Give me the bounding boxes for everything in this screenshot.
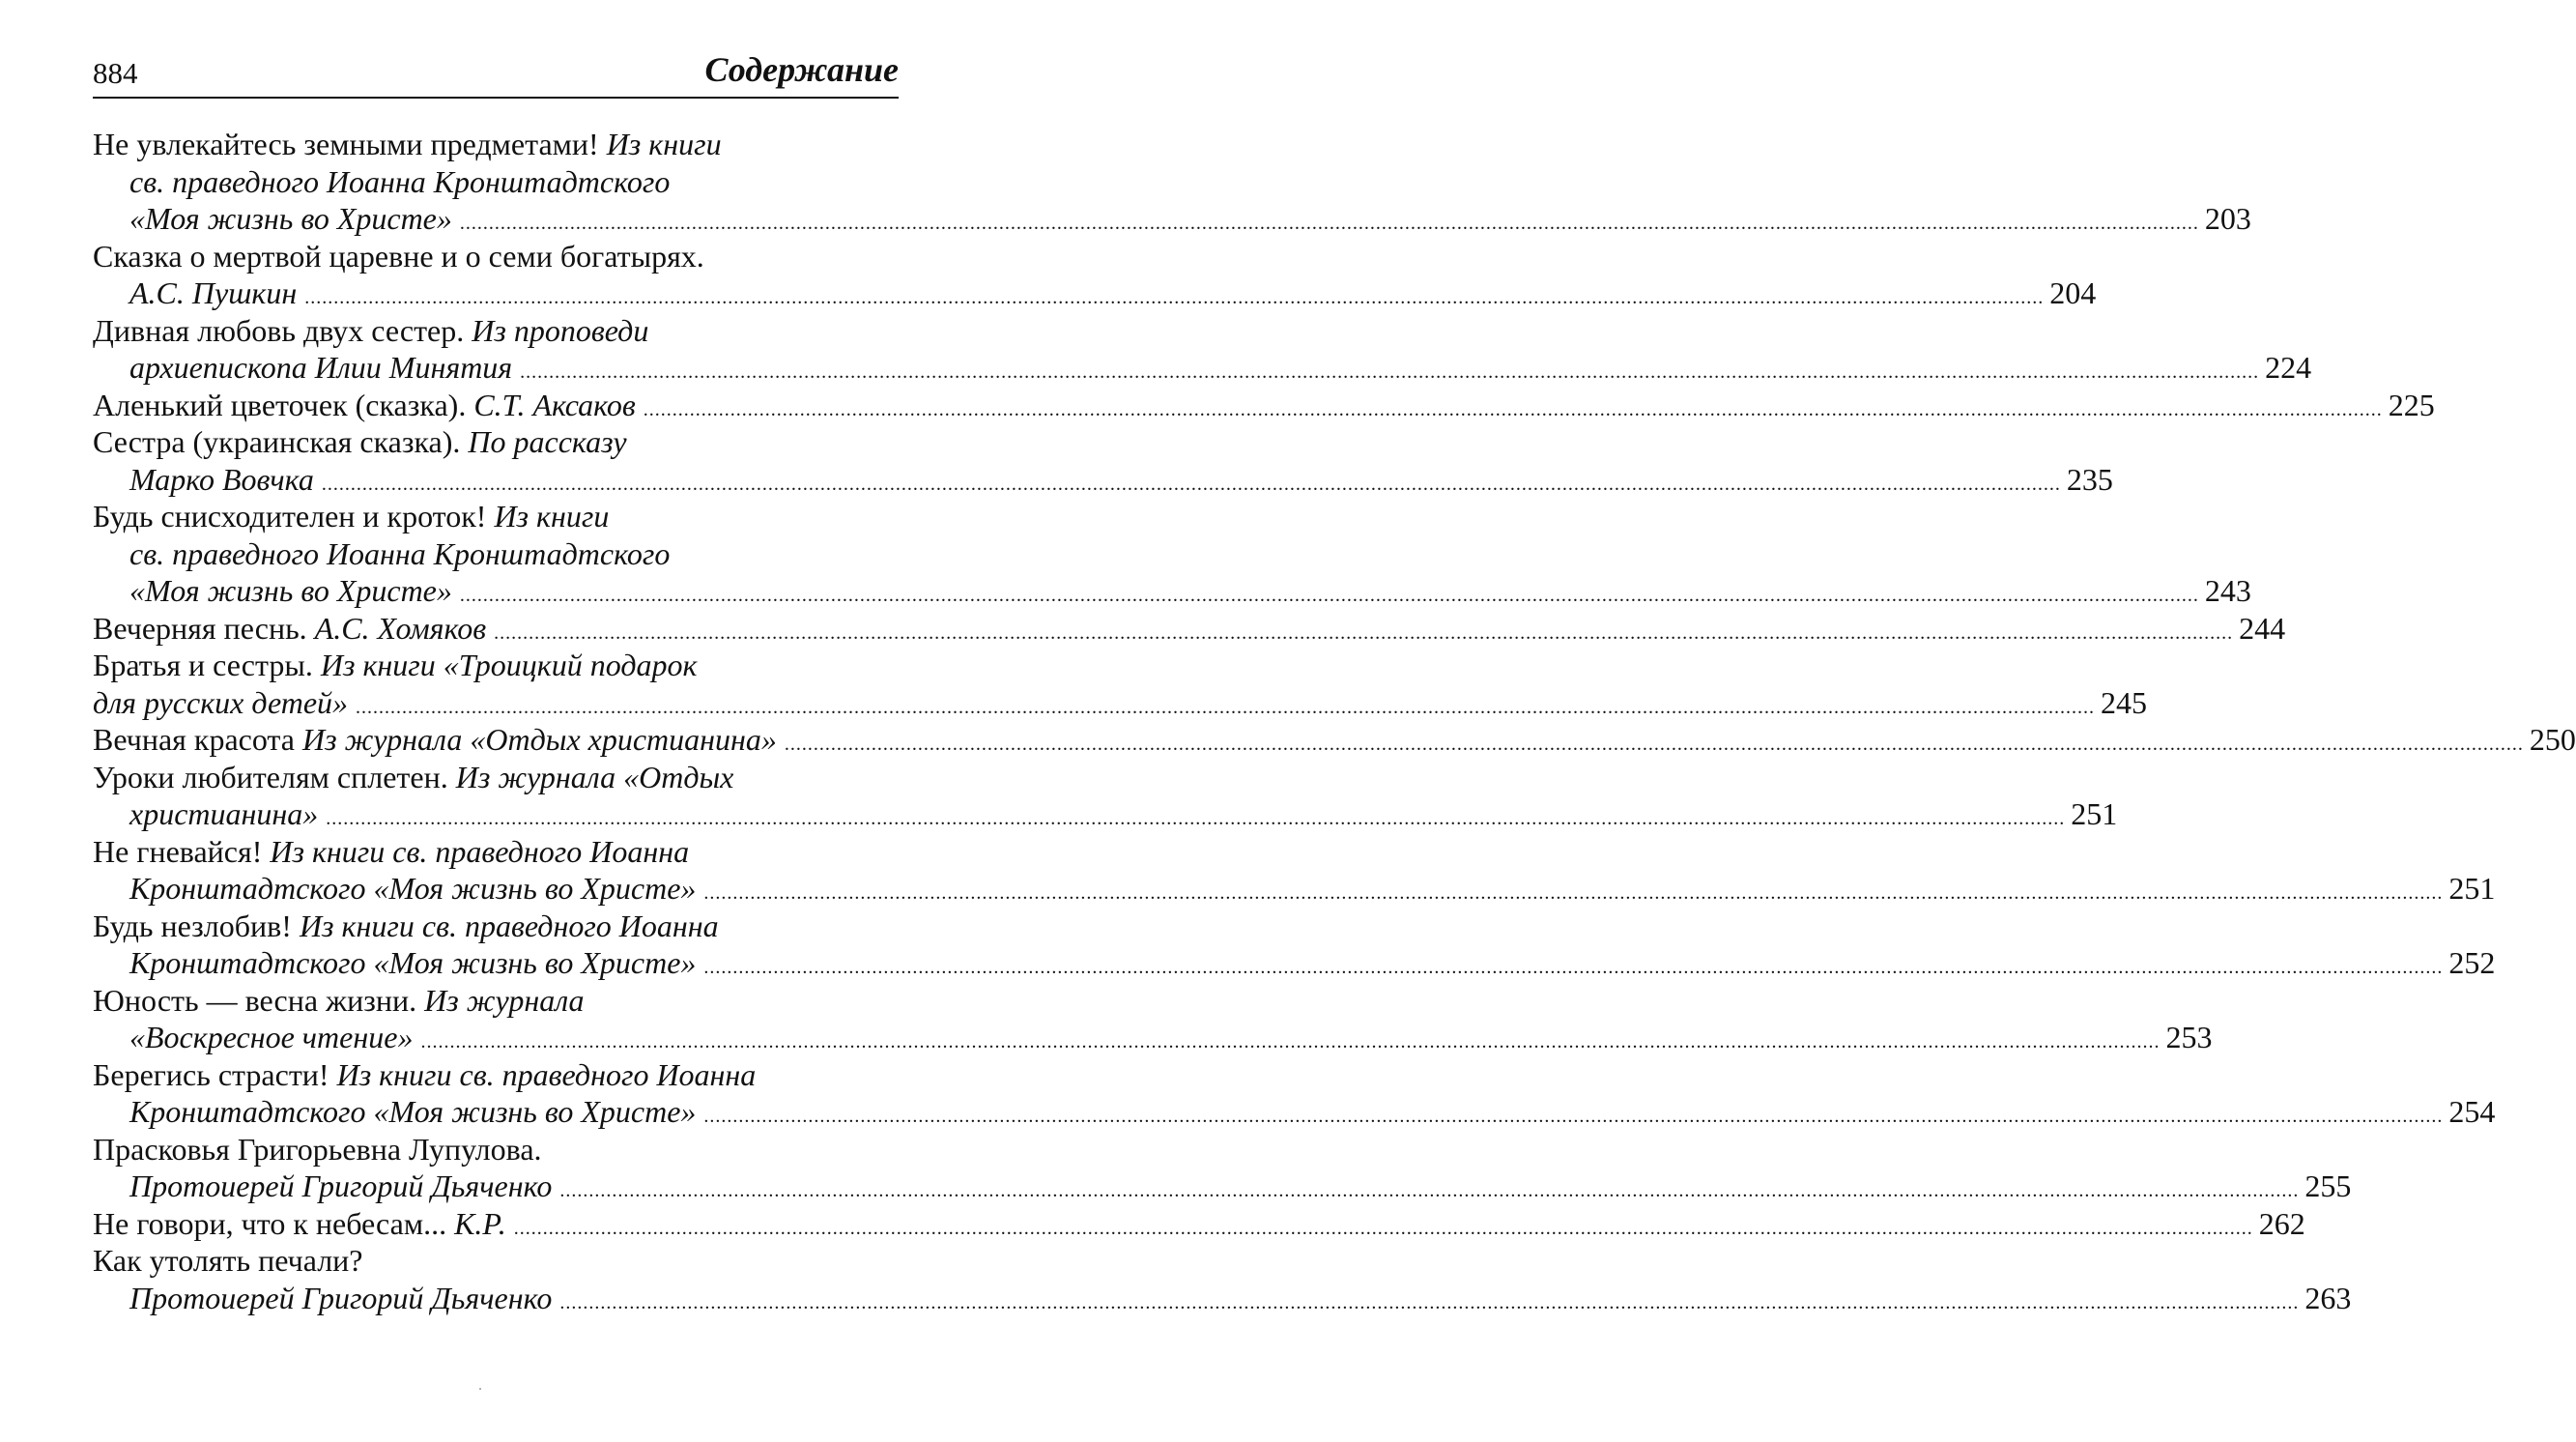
toc-page-number: 253 — [2165, 1020, 2213, 1054]
toc-entry-source: св. праведного Иоанна Кронштадтского — [129, 163, 671, 199]
toc-page-number: 243 — [2204, 573, 2251, 608]
toc-entry-text — [93, 834, 689, 869]
toc-page-number: 250 — [2529, 722, 2576, 757]
toc-page-number: 251 — [2071, 796, 2118, 831]
dot-leader: ............................................................................................................................................................................................................................................................................................................ — [459, 213, 2199, 234]
toc-entry-title-line — [93, 982, 893, 1020]
toc-entry-text — [129, 1280, 552, 1317]
toc-entry-text — [129, 1019, 413, 1056]
toc-entry-title: Вечная красота — [93, 722, 302, 757]
toc-entry-title: Будь незлобив! — [93, 908, 300, 943]
toc-entry-continuation-line — [93, 870, 2496, 908]
toc-entry-source: Из книги «Троицкий подарок — [320, 648, 698, 682]
toc-page-number: 203 — [2204, 201, 2251, 236]
toc-entry-title-line — [93, 1205, 2305, 1243]
dot-leader: ............................................................................................................................................................................................................................................................................................................ — [520, 361, 2260, 383]
dot-leader: ............................................................................................................................................................................................................................................................................................................ — [784, 734, 2524, 755]
dot-leader: ............................................................................................................................................................................................................................................................................................................ — [494, 621, 2234, 644]
toc-entry — [93, 312, 2312, 387]
toc-entry-title-line — [93, 721, 2576, 759]
toc-entry-title-line — [93, 387, 2435, 424]
toc-entry-continuation-line — [93, 1019, 2213, 1056]
toc-entry-title-line — [93, 126, 893, 163]
toc-entry-continuation-line — [93, 684, 2148, 722]
dot-leader: ............................................................................................................................................................................................................................................................................................................ — [459, 585, 2199, 606]
toc-entry-text — [129, 461, 314, 499]
toc-entry-continuation-line — [93, 1093, 2496, 1131]
toc-entry-source: христианина» — [129, 796, 319, 831]
toc-entry-continuation-line — [93, 461, 2113, 499]
dot-leader: ............................................................................................................................................................................................................................................................................................................ — [643, 398, 2383, 420]
toc-entry-title: Не увлекайтесь земными предметами! — [93, 127, 607, 161]
toc-entry-title: Не гневайся! — [93, 833, 271, 869]
toc-entry — [93, 126, 2251, 238]
toc-entry-title-line — [93, 908, 893, 945]
toc-entry-source: Из книги — [606, 127, 722, 161]
toc-entry-source: для русских детей» — [93, 684, 349, 720]
dot-leader: ............................................................................................................................................................................................................................................................................................................ — [356, 696, 2096, 718]
toc-entry-continuation-line — [93, 349, 2312, 387]
toc-entry-title-line — [93, 833, 893, 871]
toc-entry-text — [93, 239, 704, 274]
toc-entry-text — [93, 1205, 506, 1243]
toc-entry-title-line — [93, 647, 893, 684]
toc-entry-source: «Моя жизнь во Христе» — [129, 201, 452, 236]
toc-entry-text — [93, 610, 486, 648]
print-speck — [479, 1388, 481, 1390]
toc-entry-text — [129, 1168, 552, 1205]
toc-entry-continuation-line — [93, 944, 2496, 982]
toc-entry — [93, 647, 2148, 721]
toc-entry-source: А.С. Хомяков — [314, 610, 487, 646]
toc-entry — [93, 1242, 2352, 1316]
toc-entry-text — [93, 721, 777, 759]
toc-entry — [93, 1131, 2352, 1205]
running-title: Содержание — [704, 50, 899, 89]
toc-entry-source: Из журнала — [424, 982, 585, 1018]
toc-entry-title-line — [93, 498, 893, 535]
toc-entry-text — [93, 648, 697, 682]
toc-entry-title: Берегись страсти! — [93, 1056, 337, 1092]
toc-entry-title: Уроки любителям сплетен. — [93, 759, 456, 794]
toc-entry-text — [129, 200, 452, 238]
dot-leader: ............................................................................................................................................................................................................................................................................................................ — [703, 882, 2444, 904]
toc-entry-continuation-line — [93, 200, 2251, 238]
toc-entry-text — [129, 349, 512, 387]
toc-page-number: 224 — [2265, 350, 2312, 385]
toc-entry-source: Из книги св. праведного Иоанна — [299, 908, 719, 943]
toc-page-number: 255 — [2304, 1168, 2352, 1203]
toc-entry-source: А.С. Пушкин — [129, 275, 298, 310]
toc-entry-source: К.Р. — [454, 1205, 506, 1241]
toc-entry-source: Марко Вовчка — [129, 461, 314, 497]
toc-entry-continuation-line — [93, 795, 2118, 833]
toc-entry — [93, 1056, 2496, 1131]
toc-entry — [93, 387, 2435, 424]
toc-entry-title-line — [93, 312, 893, 350]
toc-entry-continuation-line — [93, 1168, 2352, 1205]
dot-leader: ............................................................................................................................................................................................................................................................................................................ — [703, 1106, 2444, 1127]
toc-entry-source: Из журнала «Отдых христианина» — [302, 722, 777, 757]
toc-entry-source: С.Т. Аксаков — [473, 387, 636, 422]
toc-entry-title: Сестра (украинская сказка). — [93, 424, 469, 459]
toc-entry-source: Кронштадтского «Моя жизнь во Христе» — [129, 945, 697, 980]
toc-entry-text — [93, 499, 609, 534]
toc-page-number: 251 — [2448, 871, 2496, 906]
toc-entry — [93, 982, 2213, 1056]
toc-entry-source: архиепископа Илии Минятия — [129, 350, 513, 385]
toc-entry-title: Сказка о мертвой царевне и о семи богатырях. — [93, 238, 704, 274]
table-of-contents — [93, 126, 2576, 1316]
toc-entry-text — [93, 983, 585, 1018]
dot-leader: ............................................................................................................................................................................................................................................................................................................ — [513, 1217, 2253, 1239]
toc-entry-text — [93, 1057, 756, 1092]
toc-entry-text — [129, 164, 670, 199]
toc-entry-continuation-line — [93, 535, 893, 573]
toc-entry-title-line — [93, 423, 893, 461]
toc-entry-continuation-line — [93, 163, 893, 201]
toc-page-number: 204 — [2049, 275, 2097, 310]
toc-page-number: 245 — [2101, 684, 2148, 720]
toc-entry-text — [129, 536, 670, 571]
toc-entry-title: Аленький цветочек (сказка). — [93, 387, 474, 422]
toc-entry-text — [93, 908, 719, 943]
toc-entry-text — [93, 424, 627, 459]
toc-entry-continuation-line — [93, 1280, 2352, 1317]
dot-leader: ............................................................................................................................................................................................................................................................................................................ — [703, 957, 2444, 978]
toc-entry-text — [93, 313, 648, 348]
toc-entry — [93, 721, 2576, 759]
toc-entry — [93, 423, 2113, 498]
toc-entry-title-line — [93, 759, 893, 796]
toc-entry-title: Как утолять печали? — [93, 1243, 363, 1278]
toc-entry-source: Из книги св. праведного Иоанна — [270, 833, 690, 869]
toc-entry-source: По рассказу — [468, 424, 627, 459]
toc-page-number: 254 — [2448, 1094, 2496, 1129]
dot-leader: ............................................................................................................................................................................................................................................................................................................ — [326, 808, 2066, 829]
toc-entry-text — [93, 1132, 542, 1167]
toc-entry-text — [129, 795, 318, 833]
toc-entry-title-line — [93, 1056, 893, 1094]
toc-entry-text — [129, 944, 696, 982]
toc-entry — [93, 1205, 2305, 1243]
toc-entry-title-line — [93, 1242, 893, 1280]
toc-entry-text — [129, 572, 452, 610]
toc-entry — [93, 610, 2286, 648]
toc-entry — [93, 238, 2097, 312]
toc-entry-title: Юность — весна жизни. — [93, 982, 425, 1018]
toc-entry-source: Из журнала «Отдых — [455, 759, 734, 794]
toc-entry-source: Из книги св. праведного Иоанна — [336, 1056, 757, 1092]
toc-entry-source: «Моя жизнь во Христе» — [129, 573, 452, 608]
toc-entry-source: Кронштадтского «Моя жизнь во Христе» — [129, 871, 697, 906]
toc-entry-source: св. праведного Иоанна Кронштадтского — [129, 535, 671, 571]
toc-entry-title: Вечерняя песнь. — [93, 610, 315, 646]
toc-entry-continuation-line — [93, 274, 2097, 312]
toc-entry — [93, 498, 2251, 610]
dot-leader: ............................................................................................................................................................................................................................................................................................................ — [420, 1031, 2161, 1053]
toc-entry-source: Протоиерей Григорий Дьяченко — [129, 1280, 553, 1315]
toc-entry-title-line — [93, 238, 893, 275]
toc-page-number: 252 — [2448, 945, 2496, 980]
toc-entry-title: Прасковья Григорьевна Лупулова. — [93, 1131, 542, 1167]
toc-entry-text — [129, 1093, 696, 1131]
toc-entry-title: Братья и сестры. — [93, 648, 321, 682]
toc-page-number: 262 — [2258, 1205, 2305, 1241]
toc-entry-text — [93, 684, 348, 722]
header-rule — [93, 97, 899, 99]
toc-entry-text — [93, 1243, 362, 1278]
page-header — [93, 48, 899, 99]
toc-entry — [93, 759, 2118, 833]
toc-entry-source: «Воскресное чтение» — [129, 1020, 414, 1054]
toc-entry-text — [129, 870, 696, 908]
toc-entry-text — [93, 127, 722, 161]
toc-entry-source: Из проповеди — [472, 312, 649, 348]
toc-page-number: 235 — [2066, 461, 2113, 497]
toc-entry-source: Из книги — [494, 499, 610, 534]
toc-entry-title-line — [93, 1131, 893, 1168]
toc-entry-title-line — [93, 610, 2286, 648]
toc-entry-continuation-line — [93, 572, 2251, 610]
toc-page-number: 244 — [2239, 610, 2286, 646]
toc-entry-text — [93, 387, 636, 424]
dot-leader: ............................................................................................................................................................................................................................................................................................................ — [304, 287, 2045, 308]
toc-page-number: 263 — [2304, 1280, 2352, 1315]
toc-entry-title: Будь снисходителен и кроток! — [93, 499, 495, 534]
toc-page-number: 225 — [2388, 387, 2435, 422]
dot-leader: ............................................................................................................................................................................................................................................................................................................ — [559, 1291, 2300, 1313]
toc-entry-source: Кронштадтского «Моя жизнь во Христе» — [129, 1094, 697, 1129]
toc-entry — [93, 833, 2496, 908]
page-number: 884 — [93, 56, 138, 90]
toc-entry-title: Дивная любовь двух сестер. — [93, 312, 472, 348]
dot-leader: ............................................................................................................................................................................................................................................................................................................ — [559, 1180, 2300, 1201]
dot-leader: ............................................................................................................................................................................................................................................................................................................ — [321, 473, 2061, 495]
toc-entry — [93, 908, 2496, 982]
toc-entry-text — [129, 274, 297, 312]
toc-entry-source: Протоиерей Григорий Дьяченко — [129, 1168, 553, 1203]
toc-entry-text — [93, 760, 733, 794]
toc-entry-title: Не говори, что к небесам... — [93, 1205, 455, 1241]
